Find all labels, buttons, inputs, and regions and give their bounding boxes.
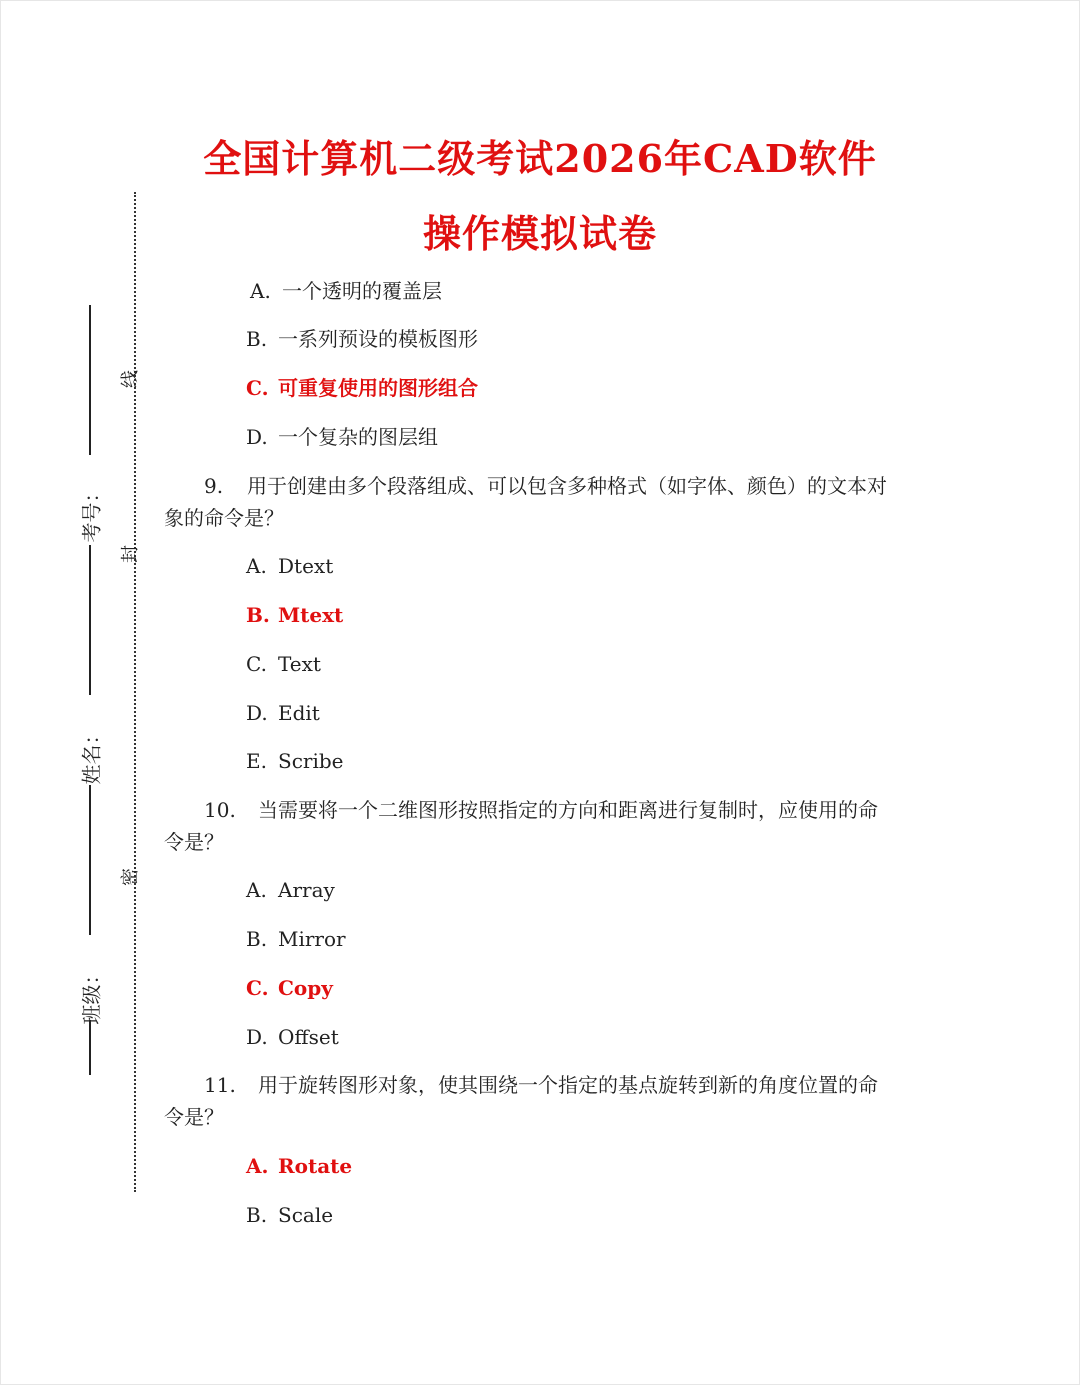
- option-text: Copy: [278, 976, 333, 1000]
- option-text: 一系列预设的模板图形: [278, 327, 478, 351]
- q8-option-a[interactable]: [250, 277, 442, 305]
- q10-option-a[interactable]: [246, 876, 335, 904]
- option-text: 可重复使用的图形组合: [278, 376, 478, 400]
- option-letter: C.: [246, 376, 269, 400]
- option-letter: B.: [246, 1203, 268, 1227]
- exam-no-underline: [89, 305, 91, 455]
- seal-char-feng: 封: [120, 545, 141, 563]
- class-underline-tail: [89, 1020, 91, 1075]
- q9-text-line-2: 象的命令是？: [164, 506, 284, 530]
- option-text: Mtext: [278, 603, 344, 627]
- option-letter: D.: [246, 1025, 268, 1049]
- q10-text-line-1: [204, 796, 878, 824]
- option-letter: A.: [246, 554, 267, 578]
- option-text: 一个复杂的图层组: [278, 425, 438, 449]
- seal-char-xian: 线: [120, 370, 141, 388]
- name-label: 姓名：: [79, 724, 104, 785]
- option-letter: A.: [246, 878, 267, 902]
- option-letter: C.: [246, 976, 269, 1000]
- exam-title-line-2: 操作模拟试卷: [422, 211, 657, 256]
- question-number: 11.: [204, 1073, 236, 1097]
- q11-text-line-2: 令是？: [164, 1105, 224, 1129]
- option-letter: D.: [246, 425, 268, 449]
- exam-no-label: 考号：: [79, 482, 104, 543]
- q11-option-b[interactable]: [246, 1201, 333, 1229]
- q9-option-d[interactable]: [246, 699, 320, 727]
- option-letter: B.: [246, 927, 268, 951]
- option-letter: B.: [246, 603, 270, 627]
- q8-option-d[interactable]: [246, 423, 438, 451]
- q10-option-c-correct[interactable]: [246, 974, 333, 1002]
- seal-char-mi: 密: [120, 868, 141, 886]
- option-text: Text: [278, 652, 321, 676]
- q9-text-line-1: [204, 472, 887, 500]
- q9-option-e[interactable]: [246, 747, 344, 775]
- option-text: Scribe: [278, 749, 344, 773]
- question-text: 用于旋转图形对象，使其围绕一个指定的基点旋转到新的角度位置的命: [258, 1073, 878, 1097]
- question-text: 用于创建由多个段落组成、可以包含多种格式（如字体、颜色）的文本对: [247, 474, 887, 498]
- q10-option-d[interactable]: [246, 1023, 339, 1051]
- q9-option-b-correct[interactable]: [246, 601, 343, 629]
- binding-dotted-line: [134, 192, 136, 1192]
- class-label: 班级：: [79, 964, 104, 1025]
- name-underline: [89, 545, 91, 695]
- q10-text-line-2: 令是？: [164, 830, 224, 854]
- question-number: 9.: [204, 474, 224, 498]
- option-text: Offset: [278, 1025, 339, 1049]
- q11-text-line-1: [204, 1071, 878, 1099]
- option-text: Scale: [278, 1203, 334, 1227]
- option-letter: C.: [246, 652, 267, 676]
- q11-option-a-correct[interactable]: [246, 1152, 352, 1180]
- q9-option-a[interactable]: [246, 552, 333, 580]
- option-text: Mirror: [278, 927, 346, 951]
- option-letter: B.: [246, 327, 268, 351]
- option-letter: A.: [250, 279, 271, 303]
- option-text: Rotate: [278, 1154, 353, 1178]
- option-text: 一个透明的覆盖层: [282, 279, 442, 303]
- option-text: Array: [278, 878, 335, 902]
- question-number: 10.: [204, 798, 236, 822]
- class-underline: [89, 785, 91, 935]
- option-text: Edit: [278, 701, 320, 725]
- option-letter: E.: [246, 749, 267, 773]
- q8-option-c-correct[interactable]: [246, 374, 478, 402]
- q10-option-b[interactable]: [246, 925, 346, 953]
- question-text: 当需要将一个二维图形按照指定的方向和距离进行复制时，应使用的命: [258, 798, 878, 822]
- q8-option-b[interactable]: [246, 325, 478, 353]
- q9-option-c[interactable]: [246, 650, 321, 678]
- option-text: Dtext: [278, 554, 334, 578]
- option-letter: A.: [246, 1154, 269, 1178]
- exam-title-line-1: 全国计算机二级考试2026年CAD软件: [203, 136, 877, 181]
- option-letter: D.: [246, 701, 268, 725]
